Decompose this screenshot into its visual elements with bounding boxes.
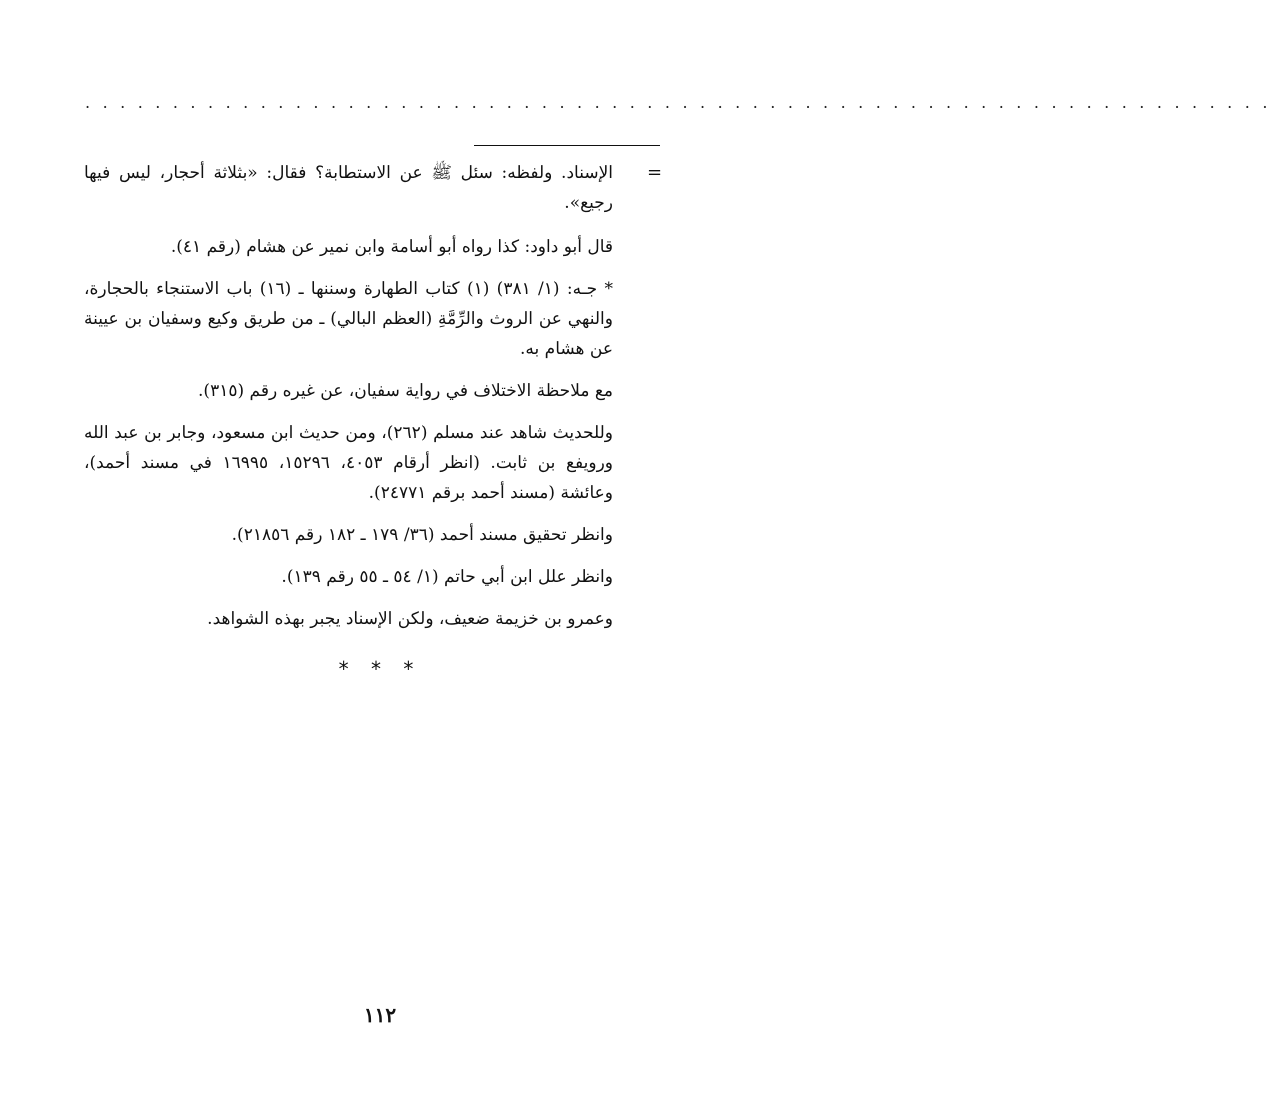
header-dotted-rule: . . . . . . . . . . . . . . . . . . . . . . . . . . . . . . . . . . . . . . . . . . . . . . . . . . . . . . . . . . . . . . . . . . . .: [85, 93, 1271, 112]
paragraph-3: * جـه: (١/ ٣٨١) (١) كتاب الطهارة وسننها ـ (١٦) باب الاستنجاء بالحجارة، والنهي عن الروث والرِّمَّةِ (العظم البالي) ـ من طريق وكيع وسفيان بن عيينة عن هشام به.: [84, 279, 613, 359]
section-end-asterisks: * * *: [338, 657, 422, 681]
paragraph-1: الإسناد. ولفظه: سئل ﷺ عن الاستطابة؟ فقال: «بثلاثة أحجار، ليس فيها رجيع».: [84, 163, 613, 213]
footnote-body: [84, 158, 613, 646]
continuation-marker: =: [647, 162, 663, 183]
footnote-separator: [474, 145, 660, 146]
paragraph-4: مع ملاحظة الاختلاف في رواية سفيان، عن غيره رقم (٣١٥).: [198, 381, 613, 401]
paragraph-7: وانظر علل ابن أبي حاتم (١/ ٥٤ ـ ٥٥ رقم ١٣٩).: [281, 567, 613, 587]
paragraph-5: وللحديث شاهد عند مسلم (٢٦٢)، ومن حديث ابن مسعود، وجابر بن عبد الله ورويفع بن ثابت. (انظر أرقام ٤٠٥٣، ١٥٢٩٦، ١٦٩٩٥ في مسند أحمد)، وعائشة (مسند أحمد برقم ٢٤٧٧١).: [84, 423, 614, 503]
paragraph-6: وانظر تحقيق مسند أحمد (٣٦/ ١٧٩ ـ ١٨٢ رقم ٢١٨٥٦).: [231, 525, 613, 545]
paragraph-2: قال أبو داود: كذا رواه أبو أسامة وابن نمير عن هشام (رقم ٤١).: [170, 237, 613, 257]
page-number: ١١٢: [363, 1003, 397, 1027]
paragraph-8: وعمرو بن خزيمة ضعيف، ولكن الإسناد يجبر بهذه الشواهد.: [207, 609, 613, 629]
